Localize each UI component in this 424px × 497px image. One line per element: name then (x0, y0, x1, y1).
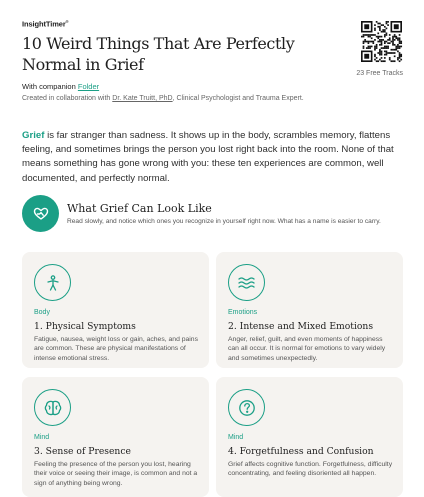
collaboration-credit: Created in collaboration with Dr. Kate Truitt, PhD, Clinical Psychologist and Trauma Expert. (22, 95, 304, 102)
brand-logo: InsightTimer® (22, 19, 69, 29)
card-title: 2. Intense and Mixed Emotions (228, 321, 374, 332)
intro-paragraph: Grief is far stranger than sadness. It shows up in the body, scrambles memory, flattens feeling, and sometimes brings the person you lost right back into the room. None of that means something has gone wrong with you: these ten experiences are common, well documented, and perfectly normal. (22, 130, 394, 184)
card-description: Feeling the presence of the person you lost, hearing their voice or seeing their image, is common and not a sign of anything being wrong. (34, 461, 198, 487)
card-description: Fatigue, nausea, weight loss or gain, aches, and pains are common. These are physical manifestations of intense emotional stress. (34, 336, 198, 362)
heart-hand-icon (22, 195, 59, 232)
section-subtitle: Read slowly, and notice which ones you recognize in yourself right now. What has a name is easier to carry. (67, 218, 381, 225)
folder-link[interactable]: Folder (77, 82, 100, 91)
grief-highlight: Grief (22, 130, 45, 141)
card-forgetfulness (216, 377, 403, 497)
card-description: Grief affects cognitive function. Forgetfulness, difficulty concentrating, and feeling disoriented all happen. (228, 461, 393, 478)
qr-code[interactable] (361, 21, 402, 62)
waves-icon (228, 264, 265, 301)
page-title: 10 Weird Things That Are Perfectly Normal in Grief (22, 34, 295, 74)
card-physical-symptoms (22, 252, 209, 368)
card-title: 1. Physical Symptoms (34, 321, 136, 332)
card-category: Mind (228, 434, 244, 441)
brain-icon (34, 389, 71, 426)
card-description: Anger, relief, guilt, and even moments of happiness can all occur. It is normal for emotions to vary widely and sometimes unexpectedly. (228, 336, 386, 362)
free-tracks-label: 23 Free Tracks (356, 70, 403, 77)
card-title: 3. Sense of Presence (34, 446, 131, 457)
card-title: 4. Forgetfulness and Confusion (228, 446, 374, 457)
body-figure-icon (34, 264, 71, 301)
question-icon (228, 389, 265, 426)
card-sense-of-presence (22, 377, 209, 497)
card-category: Body (34, 309, 50, 316)
card-category: Emotions (228, 309, 258, 316)
card-intense-emotions (216, 252, 403, 368)
author-link[interactable]: Dr. Kate Truitt, PhD (112, 95, 173, 102)
section-title: What Grief Can Look Like (67, 202, 212, 215)
companion-line: With companion Folder (22, 82, 100, 91)
card-category: Mind (34, 434, 50, 441)
